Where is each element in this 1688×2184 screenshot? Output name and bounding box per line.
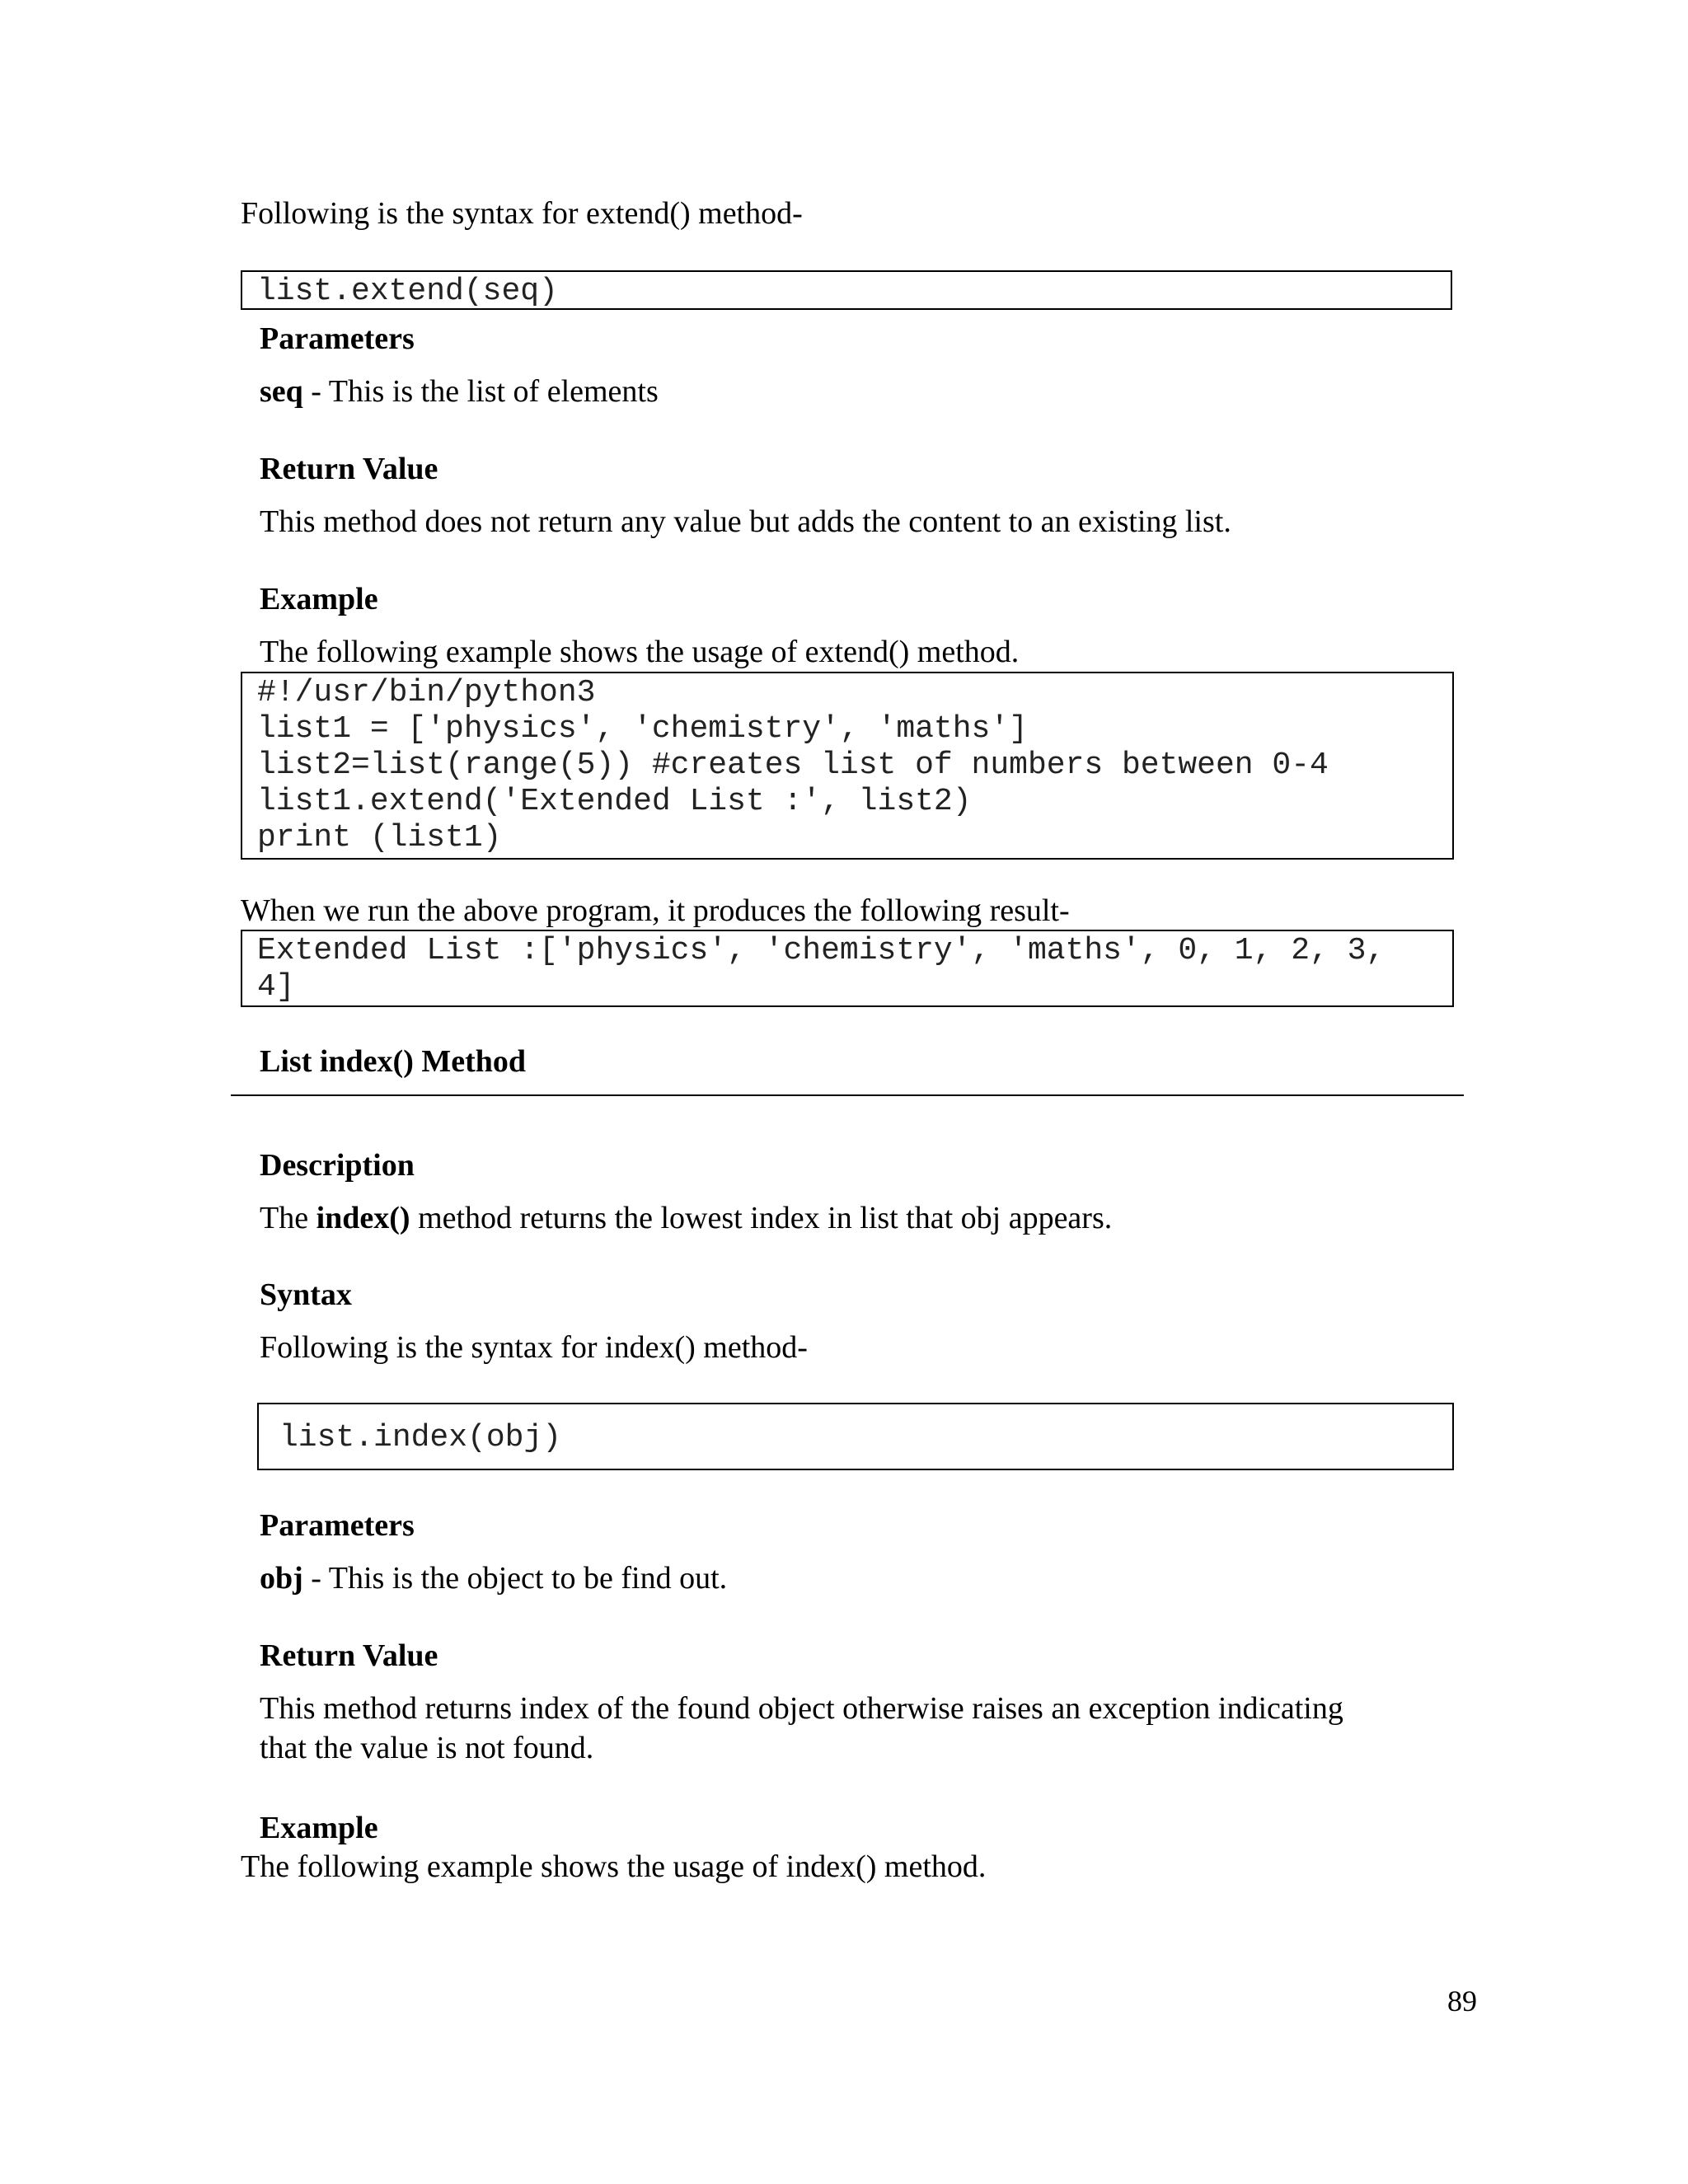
index-param-line <box>260 1558 727 1598</box>
extend-syntax-intro: Following is the syntax for extend() method- <box>241 196 803 231</box>
code-line: list1 = ['physics', 'chemistry', 'maths'] <box>257 711 1028 747</box>
code-line: list1.extend('Extended List :', list2) <box>257 784 972 819</box>
index-syntax-intro: Following is the syntax for index() method- <box>260 1330 808 1365</box>
index-return-line-2: that the value is not found. <box>260 1731 594 1765</box>
index-example-text: The following example shows the usage of index() method. <box>241 1849 987 1884</box>
index-parameters-heading: Parameters <box>260 1508 415 1543</box>
extend-param-line <box>260 372 659 411</box>
index-param-name: obj <box>260 1561 303 1596</box>
extend-output-code-box <box>241 930 1454 1007</box>
index-return-heading: Return Value <box>260 1638 438 1673</box>
extend-parameters-heading: Parameters <box>260 321 415 356</box>
index-desc-prefix: The <box>260 1201 316 1235</box>
index-section-title: List index() Method <box>260 1044 526 1079</box>
code-line: Extended List :['physics', 'chemistry', 'maths', 0, 1, 2, 3, <box>257 933 1386 968</box>
extend-return-text: This method does not return any value but adds the content to an existing list. <box>260 504 1231 539</box>
section-divider <box>231 1094 1464 1096</box>
index-description-heading: Description <box>260 1148 415 1183</box>
index-example-heading: Example <box>260 1811 378 1845</box>
code-line: #!/usr/bin/python3 <box>257 675 596 710</box>
index-syntax-code-box <box>257 1403 1454 1470</box>
index-return-line-1: This method returns index of the found object otherwise raises an exception indicating <box>260 1691 1343 1726</box>
extend-syntax-code: list.extend(seq) <box>257 274 558 309</box>
extend-example-heading: Example <box>260 582 378 616</box>
extend-param-desc: - This is the list of elements <box>302 374 659 409</box>
extend-return-heading: Return Value <box>260 452 438 486</box>
index-param-desc: - This is the object to be find out. <box>302 1561 728 1596</box>
code-line: print (list1) <box>257 820 502 855</box>
index-syntax-heading: Syntax <box>260 1277 352 1312</box>
extend-example-code-box <box>241 672 1454 860</box>
page-number: 89 <box>1447 1985 1477 2018</box>
code-line: list2=list(range(5)) #creates list of numbers between 0-4 <box>257 748 1329 783</box>
index-syntax-code: list.index(obj) <box>279 1420 562 1455</box>
extend-syntax-code-box <box>241 270 1452 310</box>
extend-param-name: seq <box>260 374 303 409</box>
run-result-intro: When we run the above program, it produces the following result- <box>241 893 1070 928</box>
index-desc-suffix: method returns the lowest index in list that obj appears. <box>410 1201 1113 1235</box>
code-line: 4] <box>257 969 295 1005</box>
index-description-text <box>260 1198 1112 1238</box>
extend-example-text: The following example shows the usage of extend() method. <box>260 635 1020 669</box>
index-desc-bold: index() <box>316 1201 410 1235</box>
